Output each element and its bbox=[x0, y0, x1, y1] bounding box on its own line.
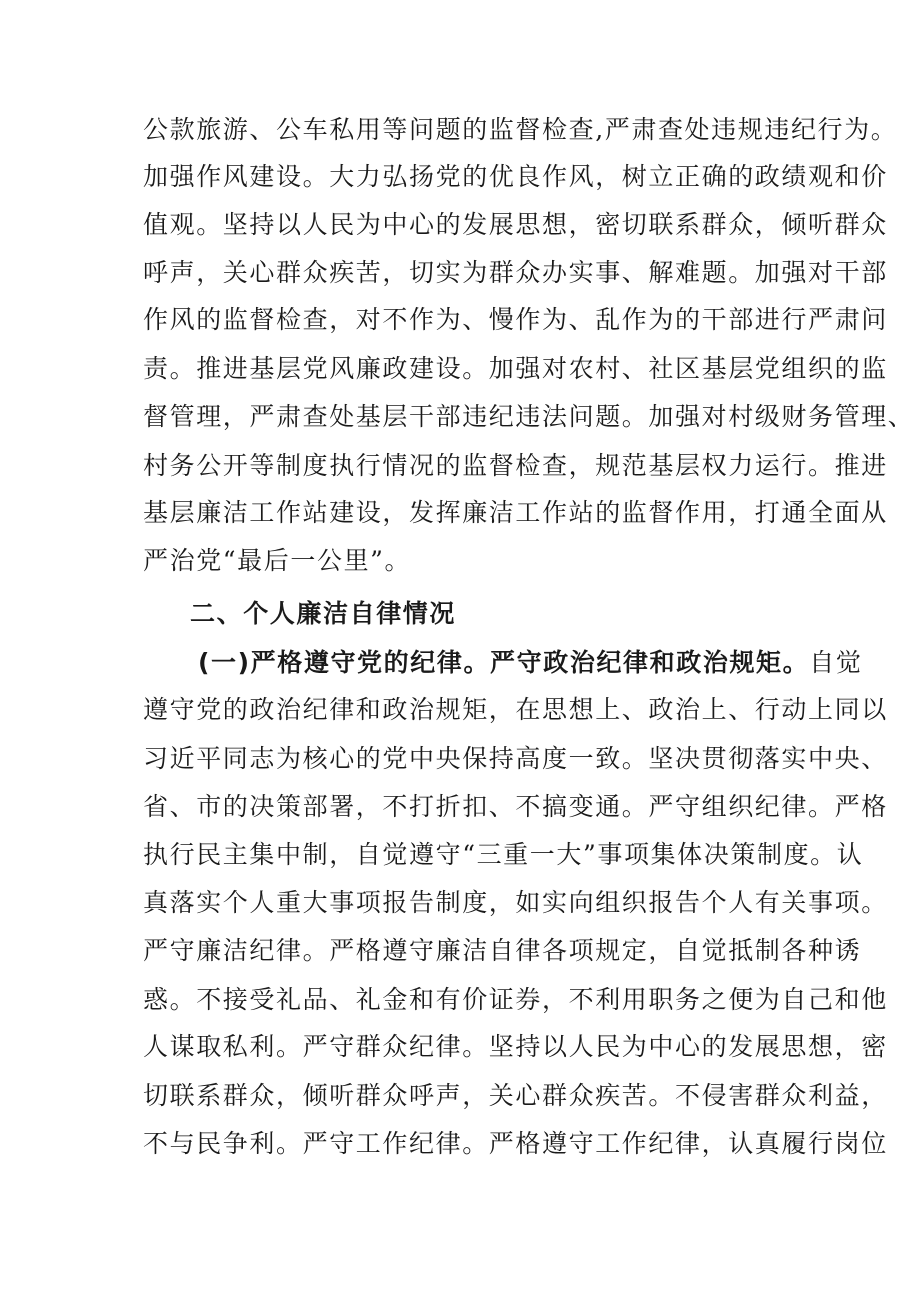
subsection-title: (一)严格遵守党的纪律。严守政治纪律和政治规矩。 bbox=[198, 648, 810, 677]
paragraph-line: 遵守党的政治纪律和政治规矩，在思想上、政治上、行动上同以 bbox=[143, 695, 888, 724]
paragraph-line: 加强作风建设。大力弘扬党的优良作风，树立正确的政绩观和价 bbox=[143, 162, 888, 191]
paragraph-line: 村务公开等制度执行情况的监督检查，规范基层权力运行。推进 bbox=[143, 451, 888, 480]
section-heading: 二、个人廉洁自律情况 bbox=[190, 599, 457, 628]
paragraph-line: 执行民主集中制，自觉遵守“三重一大”事项集体决策制度。认 bbox=[143, 840, 864, 869]
paragraph-line: 人谋取私利。严守群众纪律。坚持以人民为中心的发展思想，密 bbox=[143, 1032, 888, 1061]
paragraph-line: 值观。坚持以人民为中心的发展思想，密切联系群众，倾听群众 bbox=[143, 210, 888, 239]
paragraph-line: 省、市的决策部署，不打折扣、不搞变通。严守组织纪律。严格 bbox=[143, 792, 888, 821]
paragraph-line: 真落实个人重大事项报告制度，如实向组织报告个人有关事项。 bbox=[143, 888, 888, 917]
paragraph-line: 不与民争利。严守工作纪律。严格遵守工作纪律，认真履行岗位 bbox=[143, 1129, 888, 1158]
paragraph-line: 公款旅游、公车私用等问题的监督检查,严肃查处违规违纪行为。 bbox=[143, 115, 898, 144]
paragraph-line: 惑。不接受礼品、礼金和有价证券，不利用职务之便为自己和他 bbox=[143, 985, 888, 1014]
paragraph-line: 作风的监督检查，对不作为、慢作为、乱作为的干部进行严肃问 bbox=[143, 305, 888, 334]
paragraph-line: 呼声，关心群众疾苦，切实为群众办实事、解难题。加强对干部 bbox=[143, 258, 888, 287]
paragraph-line: 责。推进基层党风廉政建设。加强对农村、社区基层党组织的监 bbox=[143, 354, 888, 383]
subsection-line bbox=[198, 643, 898, 683]
paragraph-line: 习近平同志为核心的党中央保持高度一致。坚决贯彻落实中央、 bbox=[143, 744, 888, 773]
subsection-text: 自觉 bbox=[809, 648, 863, 677]
paragraph-line: 切联系群众，倾听群众呼声，关心群众疾苦。不侵害群众利益， bbox=[143, 1081, 888, 1110]
paragraph-line: 督管理，严肃查处基层干部违纪违法问题。加强对村级财务管理、 bbox=[143, 402, 915, 431]
paragraph-line: 严治党“最后一公里”。 bbox=[143, 546, 412, 575]
paragraph-line: 严守廉洁纪律。严格遵守廉洁自律各项规定，自觉抵制各种诱 bbox=[143, 936, 862, 965]
paragraph-line: 基层廉洁工作站建设，发挥廉洁工作站的监督作用，打通全面从 bbox=[143, 498, 888, 527]
